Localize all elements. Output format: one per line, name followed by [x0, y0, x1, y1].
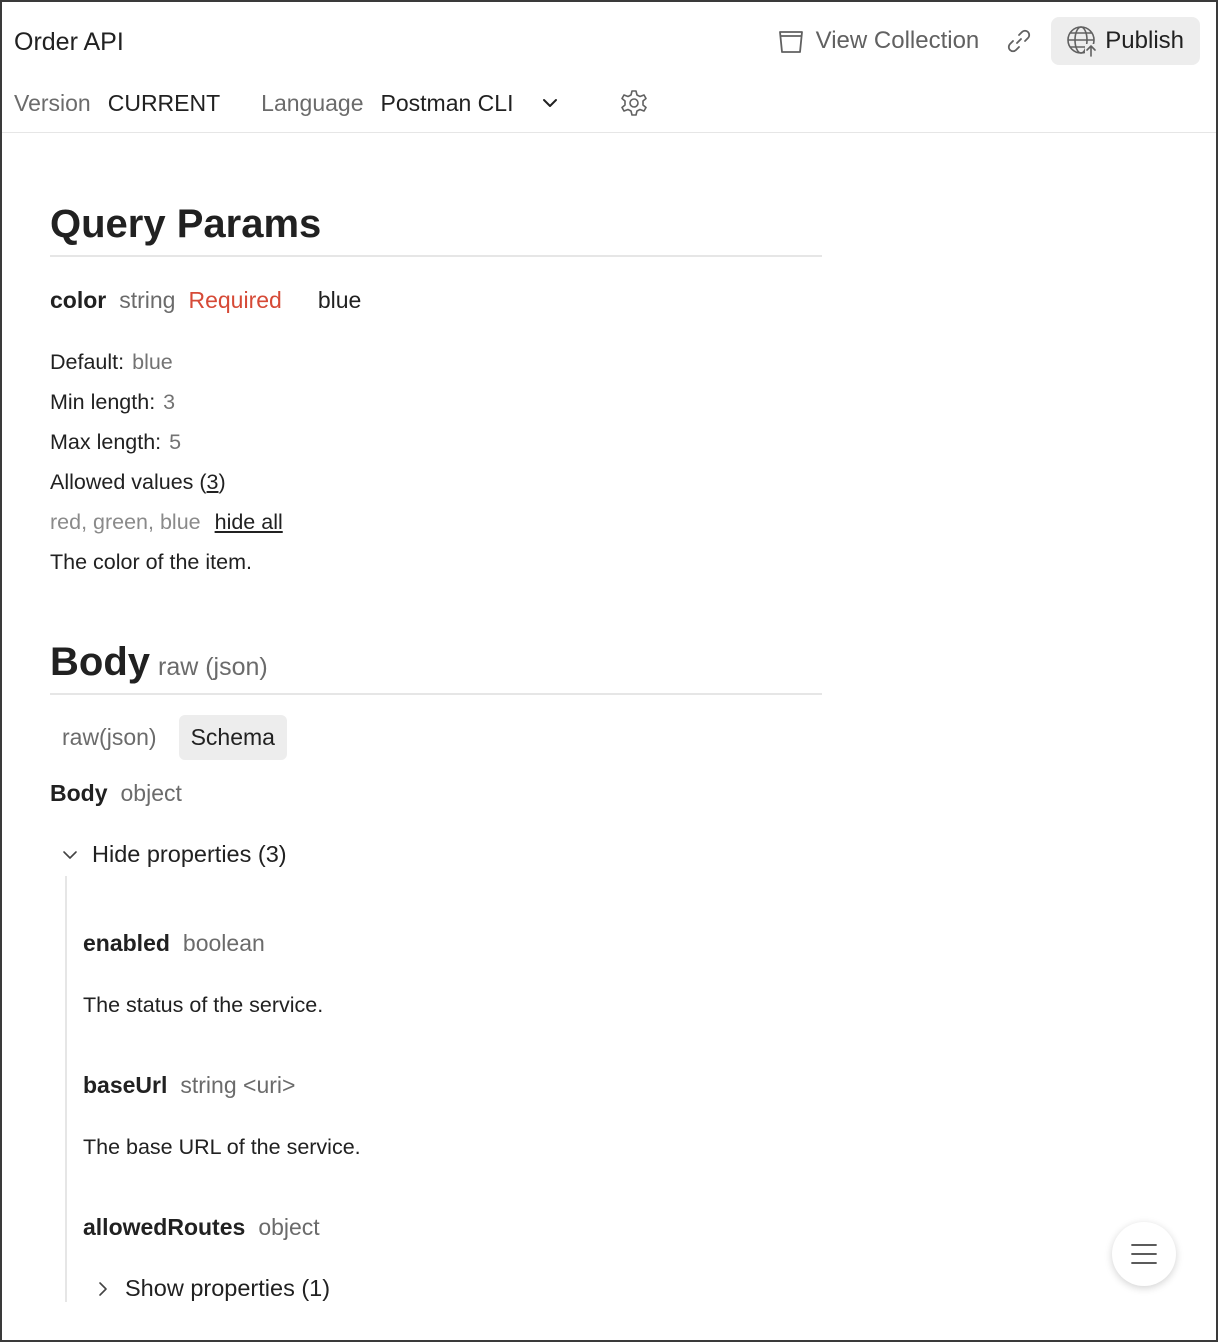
show-properties-toggle[interactable]: [95, 1275, 822, 1302]
language-dropdown-toggle[interactable]: [541, 94, 559, 112]
param-type: string: [119, 287, 176, 313]
link-icon: [1005, 27, 1033, 55]
allowed-values-list: red, green, blue: [50, 510, 201, 534]
allowed-values-row: [50, 462, 822, 502]
property-type: boolean: [182, 930, 265, 956]
property-description: The status of the service.: [83, 993, 324, 1017]
min-length-value: 3: [163, 390, 176, 414]
property-name: enabled: [83, 930, 170, 956]
chevron-down-icon: [62, 847, 78, 863]
show-properties-label: Show properties (1): [125, 1275, 331, 1301]
collection-icon: [776, 26, 806, 56]
param-value: blue: [317, 287, 362, 313]
hide-all-link[interactable]: hide all: [214, 510, 283, 534]
page-title: Order API: [14, 28, 124, 56]
language-select[interactable]: Postman CLI: [380, 89, 514, 116]
body-root-type: object: [120, 780, 182, 806]
property-row: [83, 1072, 822, 1099]
property-type: object: [258, 1214, 320, 1240]
property-description: The base URL of the service.: [83, 1135, 361, 1159]
body-heading: [50, 582, 822, 695]
param-row: [50, 287, 822, 314]
publish-button[interactable]: [1051, 17, 1200, 65]
properties-list: [65, 876, 822, 1302]
property-name: baseUrl: [83, 1072, 168, 1098]
body-heading-text: Body: [50, 640, 150, 684]
param-description: The color of the item.: [50, 550, 252, 574]
property-name: allowedRoutes: [83, 1214, 246, 1240]
menu-button[interactable]: [1112, 1222, 1176, 1286]
hamburger-menu-icon: [1130, 1242, 1158, 1266]
query-params-heading: [50, 132, 822, 257]
tab-raw-json[interactable]: raw(json): [62, 724, 157, 750]
max-length-label: Max length:: [50, 430, 162, 454]
default-row: [50, 342, 822, 382]
version-label: Version: [14, 89, 91, 116]
chevron-down-icon: [541, 94, 559, 112]
chevron-right-icon: [95, 1281, 111, 1297]
property-row: [83, 930, 822, 957]
top-actions: [776, 17, 1200, 65]
body-root-name: Body: [50, 780, 108, 806]
default-label: Default:: [50, 350, 125, 374]
settings-button[interactable]: [619, 88, 649, 118]
param-name: color: [50, 287, 107, 313]
query-params-heading-text: Query Params: [50, 202, 322, 246]
language-label: Language: [261, 89, 364, 116]
max-length-value: 5: [169, 430, 182, 454]
copy-link-button[interactable]: [1005, 27, 1033, 55]
default-value: blue: [132, 350, 173, 374]
gear-icon: [619, 88, 649, 118]
allowed-values-suffix: ): [218, 470, 226, 494]
min-length-label: Min length:: [50, 390, 156, 414]
view-collection-label: View Collection: [815, 27, 980, 54]
allowed-values-count: 3: [206, 470, 219, 494]
body-root-row: [50, 780, 822, 807]
property-item: [83, 1160, 822, 1302]
hide-properties-toggle[interactable]: [62, 841, 822, 868]
hide-properties-label: Hide properties (3): [92, 841, 287, 867]
version-value[interactable]: CURRENT: [107, 89, 221, 116]
allowed-values-prefix: Allowed values (: [50, 470, 207, 494]
property-item: [83, 1018, 822, 1160]
param-details: [50, 342, 822, 582]
allowed-values-list-row: [50, 502, 822, 542]
tab-schema[interactable]: Schema: [179, 715, 287, 760]
body-tabs: [50, 715, 822, 760]
body-subheading: raw (json): [158, 653, 268, 681]
property-item: [83, 876, 822, 1018]
property-row: [83, 1214, 822, 1241]
required-badge: Required: [188, 287, 282, 313]
docs-content: [50, 132, 822, 1302]
max-length-row: [50, 422, 822, 462]
header: [2, 2, 1216, 133]
globe-upload-icon: [1065, 24, 1099, 58]
meta-row: [14, 88, 649, 118]
min-length-row: [50, 382, 822, 422]
property-type: string <uri>: [180, 1072, 296, 1098]
publish-label: Publish: [1105, 27, 1184, 54]
view-collection-button[interactable]: [776, 26, 980, 56]
